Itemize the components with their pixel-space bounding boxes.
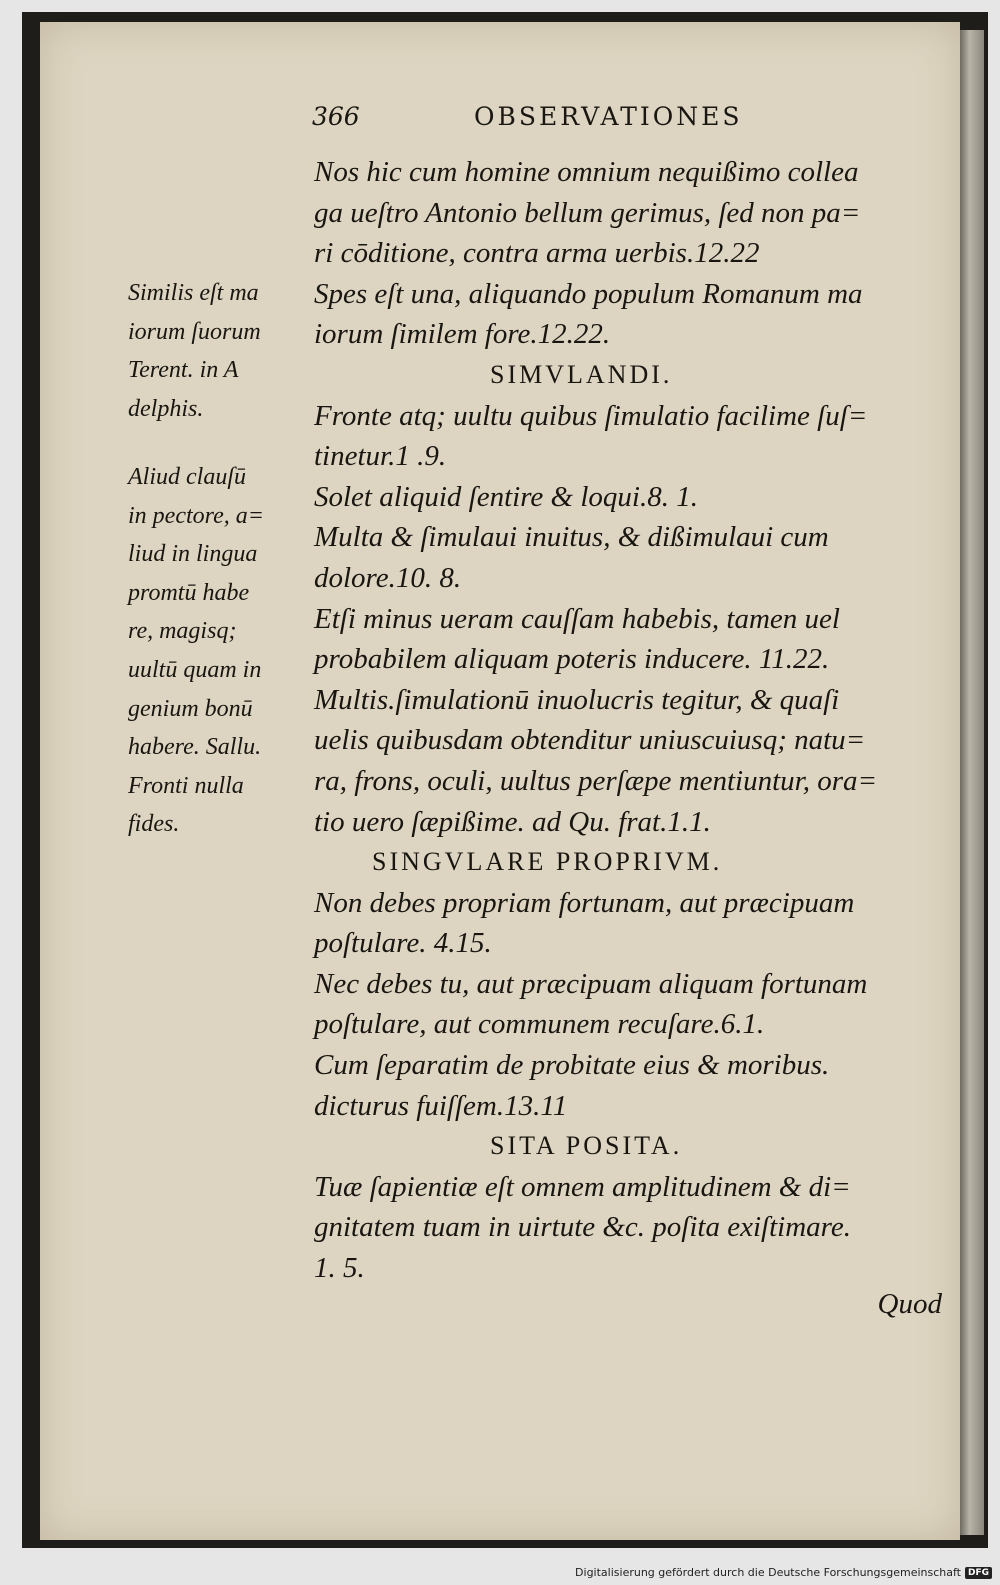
margin-note-line: iorum ſuorum bbox=[128, 318, 261, 345]
margin-note-1 bbox=[128, 274, 308, 428]
text-line: 1. 5. bbox=[314, 1252, 365, 1285]
text-line: tinetur.1 .9. bbox=[314, 440, 447, 473]
margin-note-line: habere. Sallu. bbox=[128, 734, 262, 761]
section-heading: SIMVLANDI. bbox=[490, 359, 673, 389]
footer bbox=[575, 1566, 992, 1579]
margin-note-line: genium bonū bbox=[128, 695, 253, 722]
text-line: iorum ſimilem fore.12.22. bbox=[314, 318, 611, 351]
dfg-logo: DFG bbox=[965, 1567, 992, 1579]
margin-note-line: re, magisq; bbox=[128, 618, 237, 645]
text-line: Tuæ ſapientiæ eſt omnem amplitudinem & di= bbox=[314, 1170, 851, 1203]
page-number: 366 bbox=[312, 102, 360, 131]
text-line: dicturus fuiſſem.13.11 bbox=[314, 1089, 568, 1122]
margin-note-line: Terent. in A bbox=[128, 357, 239, 384]
text-line: tio uero ſæpißime. ad Qu. frat.1.1. bbox=[314, 805, 711, 838]
margin-note-line: promtū habe bbox=[128, 579, 250, 606]
text-line: gnitatem tuam in uirtute &c. poſita exiſtimare. bbox=[314, 1211, 851, 1244]
margin-note-line: Fronti nulla bbox=[128, 772, 244, 799]
margin-note-line: Aliud clauſū bbox=[128, 464, 246, 490]
catchword: Quod bbox=[877, 1288, 942, 1320]
text-line: ri cōditione, contra arma uerbis.12.22 bbox=[314, 237, 760, 270]
text-line: Nec debes tu, aut præcipuam aliquam fortunam bbox=[314, 967, 868, 1000]
text-line: Multis.ſimulationū inuolucris tegitur, & quaſi bbox=[314, 683, 840, 716]
text-line: poſtulare. 4.15. bbox=[314, 927, 492, 960]
text-line: ra, frons, oculi, uultus perſæpe mentiuntur, ora= bbox=[314, 764, 878, 797]
text-line: poſtulare, aut communem recuſare.6.1. bbox=[314, 1008, 765, 1041]
text-line: Nos hic cum homine omnium nequißimo collea bbox=[314, 156, 859, 188]
text-line: Multa & ſimulaui inuitus, & dißimulaui cum bbox=[314, 521, 829, 554]
text-line: Cum ſeparatim de probitate eius & moribus. bbox=[314, 1049, 830, 1082]
section-heading: SITA POSITA. bbox=[490, 1131, 683, 1161]
footer-text: Digitalisierung gefördert durch die Deutsche Forschungsgemeinschaft bbox=[575, 1566, 961, 1579]
margin-note-line: liud in lingua bbox=[128, 541, 258, 568]
text-line: Fronte atq; uultu quibus ſimulatio facilime ſuſ= bbox=[314, 399, 868, 432]
text-line: Spes eſt una, aliquando populum Romanum ma bbox=[314, 277, 863, 310]
text-line: ga ueſtro Antonio bellum gerimus, ſed non pa= bbox=[314, 196, 861, 229]
margin-note-2 bbox=[128, 458, 308, 844]
margin-note-line: Similis eſt ma bbox=[128, 280, 259, 306]
section-heading: SINGVLARE PROPRIVM. bbox=[372, 847, 723, 877]
text-line: dolore.10. 8. bbox=[314, 561, 462, 594]
margin-note-line: fides. bbox=[128, 811, 180, 838]
running-title: OBSERVATIONES bbox=[474, 102, 743, 131]
text-line: Solet aliquid ſentire & loqui.8. 1. bbox=[314, 480, 698, 513]
margin-note-line: in pectore, a= bbox=[128, 502, 264, 529]
main-text-block bbox=[314, 152, 954, 1289]
text-line: Non debes propriam fortunam, aut præcipuam bbox=[314, 886, 855, 919]
text-line: probabilem aliquam poteris inducere. 11.22. bbox=[314, 643, 830, 676]
page-edge bbox=[960, 30, 984, 1535]
margin-note-line: uultū quam in bbox=[128, 656, 262, 683]
text-line: Etſi minus ueram cauſſam habebis, tamen uel bbox=[314, 602, 840, 635]
text-line: uelis quibusdam obtenditur uniuscuiusq; natu= bbox=[314, 724, 866, 757]
margin-note-line: delphis. bbox=[128, 395, 204, 422]
